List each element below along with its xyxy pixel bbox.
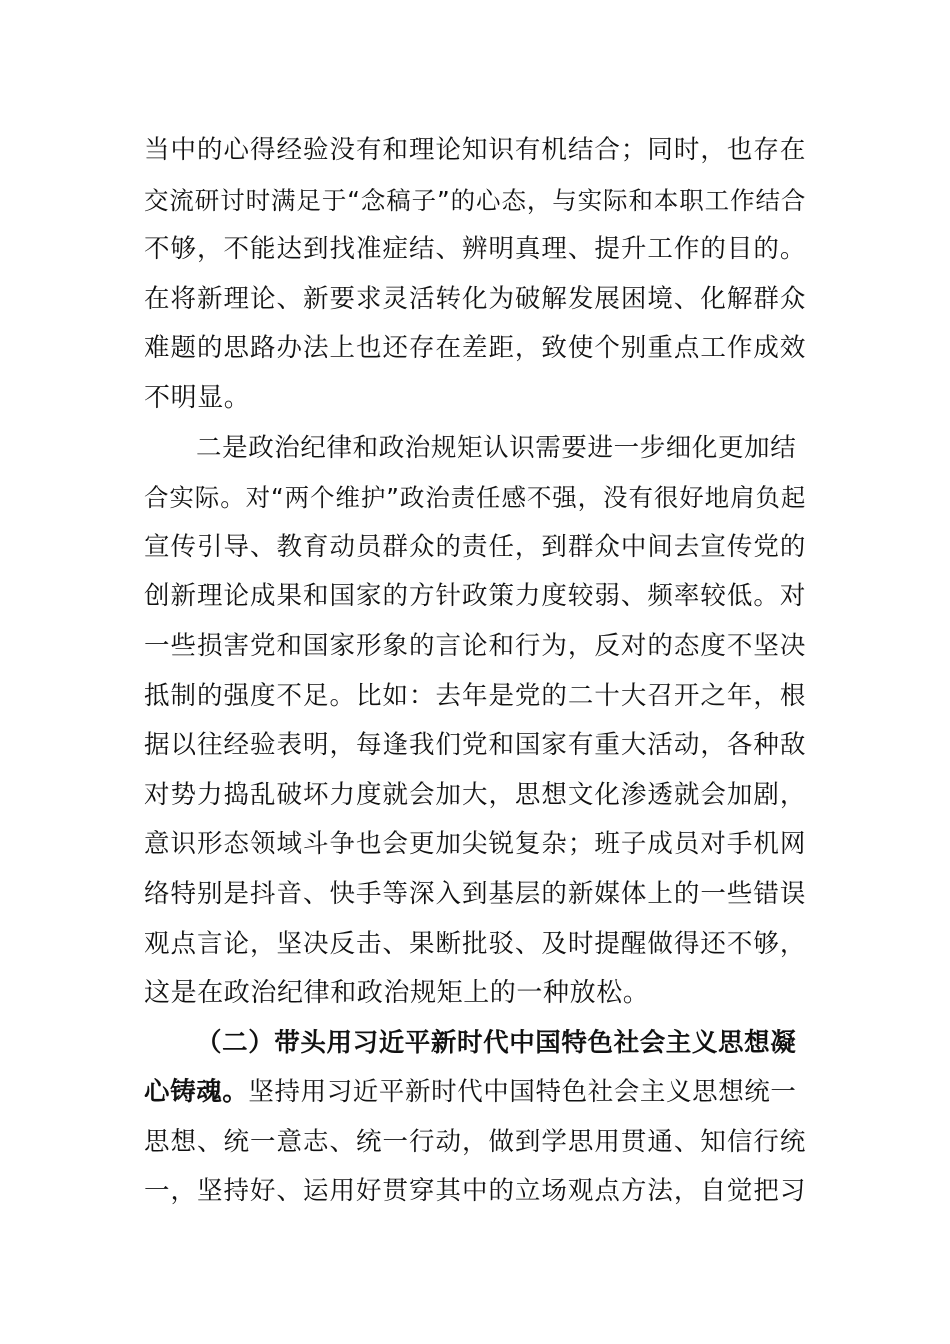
- text-line: 观点言论，坚决反击、果断批驳、及时提醒做得还不够，: [144, 928, 806, 959]
- text-line: 对势力捣乱破坏力度就会加大，思想文化渗透就会加剧，: [144, 779, 806, 810]
- text-line: 络特别是抖音、快手等深入到基层的新媒体上的一些错误: [144, 878, 806, 909]
- text-line: 难题的思路办法上也还存在差距，致使个别重点工作成效: [144, 333, 806, 364]
- paragraph-2: [144, 424, 806, 1019]
- text-line: 抵制的强度不足。比如：去年是党的二十大召开之年，根: [144, 680, 806, 711]
- text-line: 这是在政治纪律和政治规矩上的一种放松。: [144, 978, 650, 1009]
- text-line: 意识形态领域斗争也会更加尖锐复杂；班子成员对手机网: [144, 829, 806, 860]
- text-line: 思想、统一意志、统一行动，做到学思用贯通、知信行统: [144, 1126, 806, 1157]
- text-line: [144, 1068, 806, 1118]
- text-line: 在将新理论、新要求灵活转化为破解发展困境、化解群众: [144, 283, 806, 314]
- section-heading-end: 心铸魂。: [144, 1077, 249, 1108]
- text-line: 一些损害党和国家形象的言论和行为，反对的态度不坚决: [144, 630, 806, 661]
- section-heading: （二）带头用习近平新时代中国特色社会主义思想凝: [196, 1027, 797, 1058]
- text-segment: 坚持用习近平新时代中国特色社会主义思想统一: [248, 1077, 797, 1108]
- paragraph-3: [144, 1019, 806, 1217]
- text-line: 据以往经验表明，每逢我们党和国家有重大活动，各种敌: [144, 730, 806, 761]
- text-line: 创新理论成果和国家的方针政策力度较弱、频率较低。对: [144, 581, 806, 612]
- text-line: 合实际。对“两个维护”政治责任感不强，没有很好地肩负起: [144, 483, 806, 513]
- text-line: 不够，不能达到找准症结、辨明真理、提升工作的目的。: [144, 234, 806, 265]
- text-line: 一，坚持好、运用好贯穿其中的立场观点方法，自觉把习: [144, 1176, 806, 1207]
- text-line: 当中的心得经验没有和理论知识有机结合；同时，也存在: [144, 135, 806, 165]
- text-line: 二是政治纪律和政治规矩认识需要进一步细化更加结: [196, 432, 797, 463]
- text-line: 不明显。: [144, 382, 251, 413]
- paragraph-1: [144, 126, 806, 424]
- text-line: 交流研讨时满足于“念稿子”的心态，与实际和本职工作结合: [144, 185, 806, 215]
- text-line: 宣传引导、教育动员群众的责任，到群众中间去宣传党的: [144, 531, 806, 562]
- document-body: [144, 126, 806, 1217]
